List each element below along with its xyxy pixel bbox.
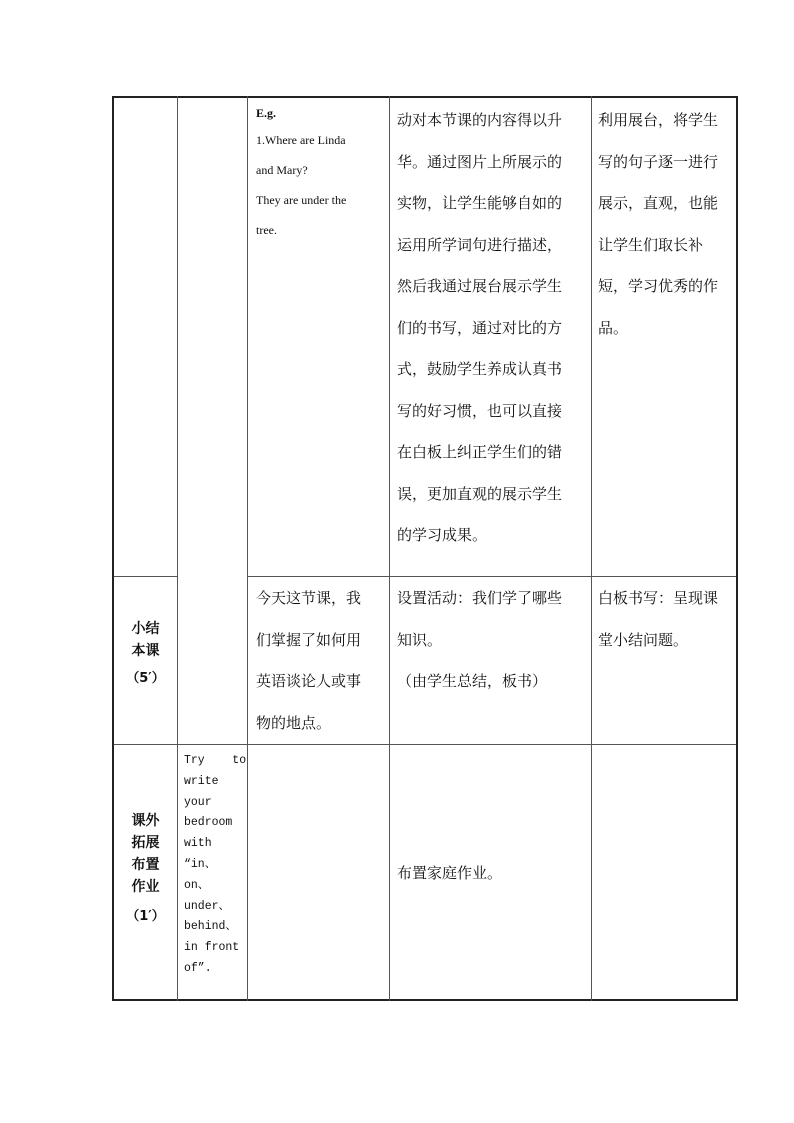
example-answer: They are under the tree. (256, 193, 347, 237)
stage-name-line: 布置 (131, 857, 160, 873)
example-question: 1.Where are Linda and Mary? (256, 133, 346, 177)
table-bottom-border (112, 999, 738, 1001)
stage-name-line: 小结 (131, 621, 160, 637)
stage-time: （5′） (126, 671, 165, 686)
column-divider (177, 96, 178, 1001)
media-use-summary: 白板书写：呈现课 堂小结问题。 (598, 589, 719, 649)
table-top-border (112, 96, 738, 98)
column-divider (389, 96, 390, 1001)
design-intent-summary: 设置活动：我们学了哪些 知识。 （由学生总结，板书） (397, 589, 563, 690)
stage-time: （1′） (126, 909, 165, 924)
stage-name-line: 本课 (131, 643, 160, 659)
homework-task-cell: Try to write your bedroom with “in、 on、 under、 behind、 in front of”. (184, 754, 247, 975)
example-cell (256, 102, 386, 245)
stage-name-line: 课外 (131, 813, 160, 829)
media-use-cell: 利用展台，将学生 写的句子逐一进行 展示，直观，也能 让学生们取长补 短，学习优秀的作 品。 (598, 111, 719, 337)
teacher-activity-summary: 今天这节课，我 们掌握了如何用 英语谈论人或事 物的地点。 (256, 589, 362, 732)
row-divider (248, 576, 738, 577)
stage-label-summary (114, 618, 177, 690)
table-right-border (736, 96, 738, 1001)
design-intent-homework: 布置家庭作业。 (397, 864, 503, 882)
example-heading: E.g. (256, 106, 277, 120)
design-intent-cell: 动对本节课的内容得以升 华。通过图片上所展示的 实物，让学生能够自如的 运用所学词句进行描述， 然后我通过展台展示学生 们的书写，通过对比的方 式，鼓励学生养成认真书 写的好习惯，也可以直接 在白板上纠正学生们的错 误，更加直观的展示学生 的学习成果。 (397, 111, 563, 544)
column-divider (247, 96, 248, 1001)
column-divider (591, 96, 592, 1001)
row-divider (112, 576, 178, 577)
row-divider (112, 744, 738, 745)
stage-name-line: 作业 (131, 879, 160, 895)
stage-label-homework (114, 810, 177, 928)
stage-name-line: 拓展 (131, 835, 160, 851)
